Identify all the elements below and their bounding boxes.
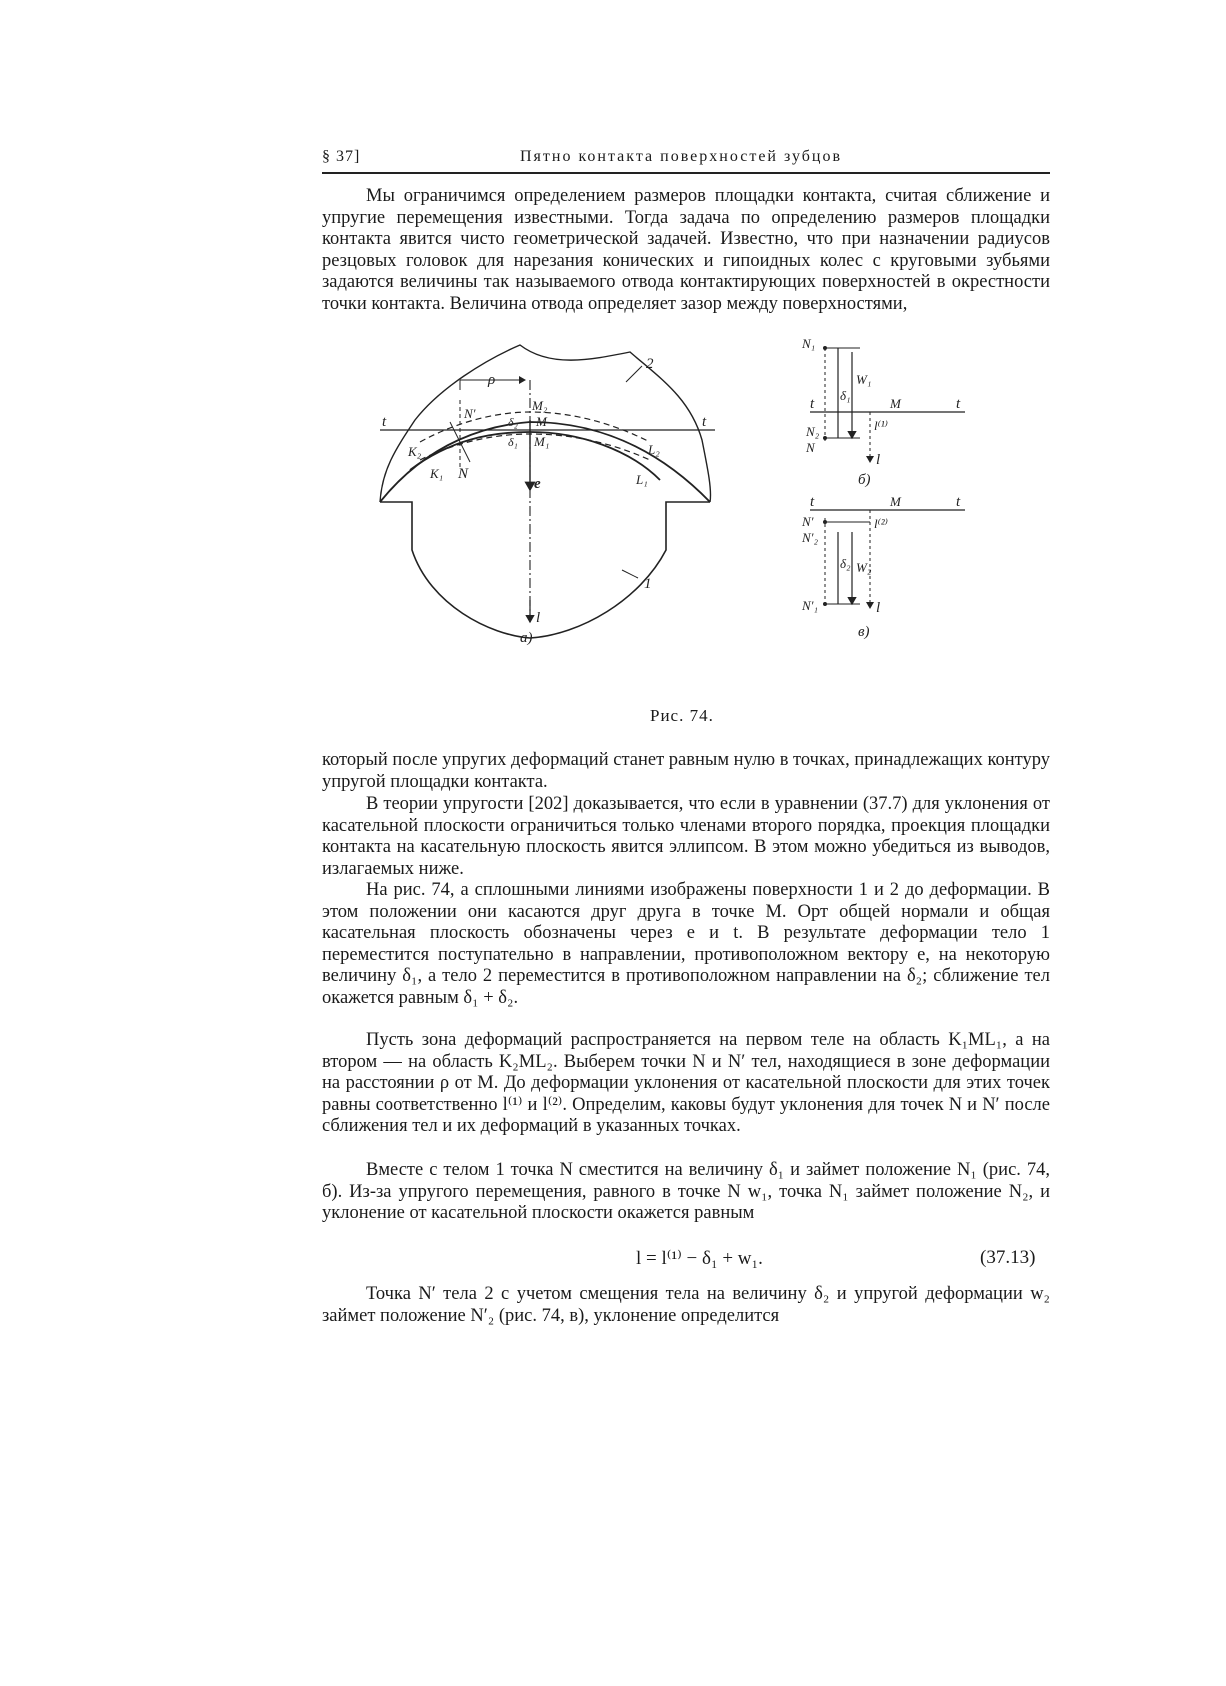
fig-b-label-N: N bbox=[806, 440, 815, 455]
paragraph-3: В теории упругости [202] доказывается, что если в уравнении (37.7) для уклонения от касательной плоскости ограничиться только членами второго порядка, проекция площадки контакта на касательную плоскость явится эллипсом. В этом можно убедиться из выводов, излагаемых ниже. bbox=[322, 794, 1050, 879]
fig-c-label-N2prime: N′₂ bbox=[802, 530, 819, 545]
fig-c-label-t-left: t bbox=[810, 494, 815, 510]
fig-b-label-l: l bbox=[876, 452, 881, 468]
paragraph-7: Точка N′ тела 2 с учетом смещения тела на величину δ₂ и упругой деформации w₂ займет положение N′₂ (рис. 74, в), уклонение определится bbox=[322, 1284, 1050, 1326]
fig-a-label-Nprime: N′ bbox=[464, 406, 476, 421]
equation-number: (37.13) bbox=[980, 1247, 1036, 1268]
figure-74 bbox=[382, 336, 1030, 680]
section-number: § 37] bbox=[322, 148, 361, 165]
fig-a-label-K2: K₂ bbox=[408, 444, 422, 459]
running-header bbox=[322, 146, 1050, 174]
fig-a-label-t-left: t bbox=[382, 414, 387, 430]
fig-c-label-l2: l⁽²⁾ bbox=[874, 516, 888, 531]
fig-b-label-N1: N₁ bbox=[802, 336, 816, 351]
figure-panel-b bbox=[801, 336, 965, 488]
fig-c-label-Nprime: N′ bbox=[802, 514, 814, 529]
fig-b-label-W1: W₁ bbox=[856, 372, 872, 387]
fig-a-label-d2: δ₂ bbox=[508, 415, 518, 429]
fig-b-label-N2: N₂ bbox=[806, 424, 820, 439]
fig-a-label-body2: 2 bbox=[646, 356, 654, 372]
fig-a-label-d1: δ₁ bbox=[508, 435, 518, 449]
fig-c-label-l: l bbox=[876, 600, 881, 616]
fig-a-label-M1: M₁ bbox=[534, 434, 550, 449]
fig-a-label-L1: L₁ bbox=[636, 472, 648, 487]
fig-a-label-N: N bbox=[458, 466, 469, 482]
fig-a-label-e: e bbox=[534, 476, 541, 492]
fig-a-sublabel: а) bbox=[520, 630, 533, 646]
paragraph-1: Мы ограничимся определением размеров площадки контакта, считая сближение и упругие перемещения известными. Тогда задача по определению размеров площадки контакта явится чисто геометрической задачей. Известно, что при назначении радиусов резцовых головок для нарезания конических и гипоидных колес с круговыми зубьями задаются величины так называемого отвода контактирующих поверхностей в окрестности точки контакта. Величина отвода определяет зазор между поверхностями, bbox=[322, 186, 1050, 314]
paragraph-2: который после упругих деформаций станет равным нулю в точках, принадлежащих контуру упругой площадки контакта. bbox=[322, 750, 1050, 792]
fig-a-label-K1: K₁ bbox=[430, 466, 444, 481]
running-title: Пятно контакта поверхностей зубцов bbox=[520, 148, 843, 165]
fig-b-label-l1: l⁽¹⁾ bbox=[874, 418, 888, 433]
fig-a-label-t-right: t bbox=[702, 414, 707, 430]
fig-c-label-N1prime: N′₁ bbox=[802, 598, 819, 613]
fig-a-label-M2: M₂ bbox=[532, 398, 548, 413]
fig-a-label-L2: L₂ bbox=[648, 442, 660, 457]
fig-c-label-M: M bbox=[890, 494, 901, 509]
figure-panel-a bbox=[380, 345, 715, 646]
fig-c-sublabel: в) bbox=[858, 624, 870, 640]
fig-c-label-W2: W₂ bbox=[856, 560, 872, 575]
equation-37-13: l = l⁽¹⁾ − δ₁ + w₁. bbox=[636, 1248, 763, 1269]
fig-c-label-d2: δ₂ bbox=[840, 556, 851, 571]
paragraph-4: На рис. 74, а сплошными линиями изображены поверхности 1 и 2 до деформации. В этом положении они касаются друг друга в точке M. Орт общей нормали и общая касательная плоскость обозначены через e и t. В результате деформации тело 1 переместится поступательно в направлении, противоположном вектору e, на некоторую величину δ₁, а тело 2 переместится в противоположном направлении на δ₂; сближение тел окажется равным δ₁ + δ₂. bbox=[322, 880, 1050, 1008]
fig-b-label-t-left: t bbox=[810, 396, 815, 412]
fig-a-label-l: l bbox=[536, 610, 541, 626]
fig-b-sublabel: б) bbox=[858, 472, 871, 488]
fig-b-label-M: M bbox=[890, 396, 901, 411]
fig-c-label-t-right: t bbox=[956, 494, 961, 510]
fig-a-label-body1: 1 bbox=[644, 576, 652, 592]
fig-a-label-rho: ρ bbox=[488, 372, 496, 388]
fig-b-label-d1: δ₁ bbox=[840, 388, 851, 403]
figure-panel-c bbox=[801, 494, 965, 640]
fig-b-label-t-right: t bbox=[956, 396, 961, 412]
paragraph-6: Вместе с телом 1 точка N сместится на величину δ₁ и займет положение N₁ (рис. 74, б). Из-за упругого перемещения, равного в точке N w₁, точка N₁ займет положение N₂, и уклонение от касательной плоскости окажется равным bbox=[322, 1160, 1050, 1223]
figure-caption: Рис. 74. bbox=[650, 706, 714, 725]
fig-a-label-M: M bbox=[536, 414, 547, 429]
paragraph-5: Пусть зона деформаций распространяется на первом теле на область K₁ML₁, а на втором — на область K₂ML₂. Выберем точки N и N′ тел, находящиеся в зоне деформации на расстоянии ρ от M. До деформации уклонения от касательной плоскости для этих точек равны соответственно l⁽¹⁾ и l⁽²⁾. Определим, каковы будут уклонения для точек N и N′ после сближения тел и их деформаций в указанных точках. bbox=[322, 1030, 1050, 1136]
